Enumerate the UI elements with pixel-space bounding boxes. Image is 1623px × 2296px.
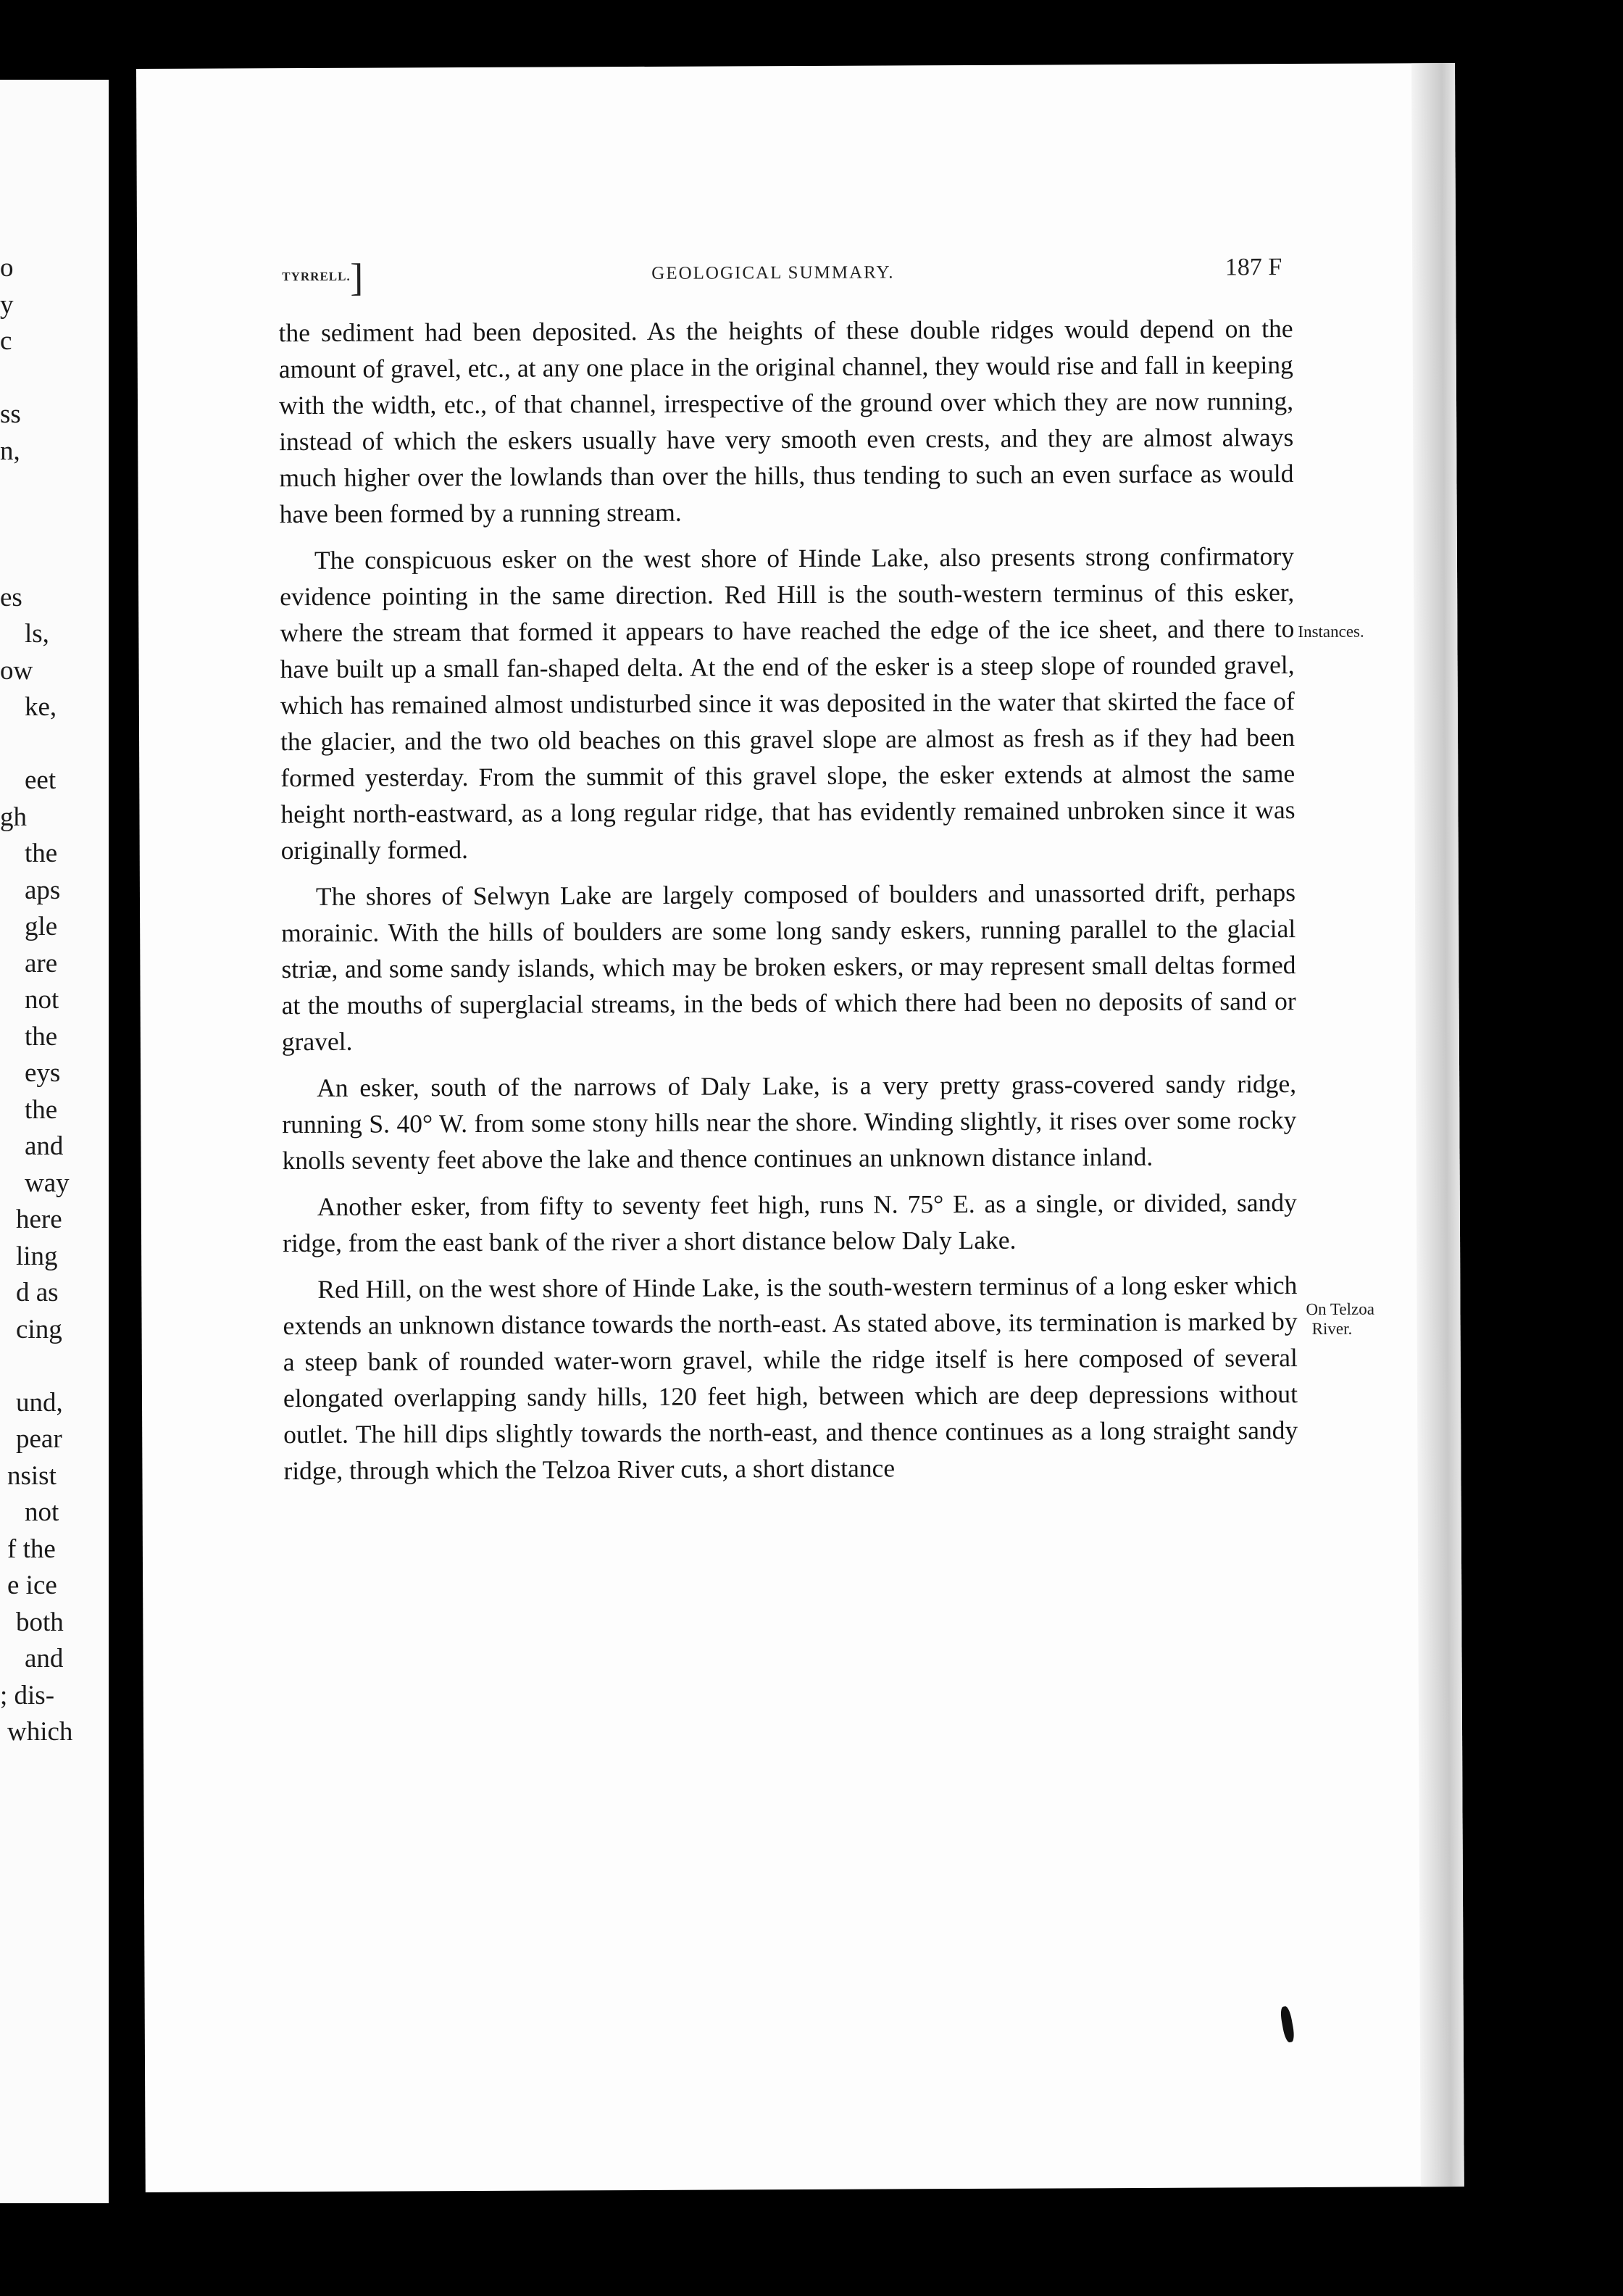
left-page-fragment: ls, — [25, 619, 49, 649]
left-page-fragment: not — [25, 985, 59, 1015]
left-page-fragment: und, — [16, 1387, 63, 1418]
left-page-fragment: f the — [7, 1534, 56, 1564]
left-page-fragment: ss — [0, 399, 21, 429]
left-facing-page — [0, 80, 109, 2203]
paragraph-3: The shores of Selwyn Lake are largely composed of boulders and unassorted drift, perhaps morainic. With the hills of boulders are some long sandy eskers, running parallel to the glacial striæ, and some sandy islands, which may be broken eskers, or may represent small deltas formed at the mouths of superglacial streams, in the beds of which there had been no deposits of sand or gravel. — [281, 878, 1296, 1057]
left-page-fragment: pear — [16, 1424, 62, 1454]
left-page-fragment: eys — [25, 1058, 61, 1088]
left-page-fragment: and — [25, 1644, 64, 1673]
left-page-fragment: gle — [25, 912, 58, 941]
paragraph-4: An esker, south of the narrows of Daly Lake, is a very pretty grass-covered sandy ridge, running S. 40° W. from some stony hills near the shore. Winding slightly, it rises over some rocky knolls seventy feet above the lake and thence continues an unknown distance inland. — [282, 1069, 1297, 1176]
left-page-fragment: gh — [0, 802, 27, 832]
page-edge-shadow — [1411, 63, 1464, 2187]
page-number: 187 F — [1224, 254, 1282, 281]
left-page-fragment: y — [0, 289, 14, 320]
header-bracket: ] — [350, 255, 364, 299]
left-page-fragment: ling — [16, 1241, 58, 1271]
left-page-fragment: cing — [16, 1314, 62, 1344]
left-page-fragment: ; dis- — [0, 1680, 55, 1710]
marginal-note-instances: Instances. — [1298, 622, 1364, 641]
left-page-fragment: the — [25, 839, 58, 868]
left-page-fragment: es — [0, 582, 22, 612]
left-page-fragment: ke, — [25, 692, 57, 722]
body-text — [278, 310, 1298, 1499]
running-title: GEOLOGICAL SUMMARY. — [651, 262, 895, 283]
left-page-fragment: aps — [25, 875, 61, 905]
left-page-fragment: nsist — [7, 1460, 57, 1491]
left-page-fragment: d as — [16, 1278, 59, 1307]
marginal-note-telzoa-line1: On Telzoa — [1306, 1299, 1374, 1318]
left-page-fragment: way — [25, 1168, 70, 1198]
left-page-fragment: are — [25, 948, 58, 978]
left-page-fragment: both — [16, 1607, 64, 1637]
left-page-fragment: which — [7, 1717, 73, 1747]
ink-smudge — [1279, 2005, 1296, 2043]
author-running-head: TYRRELL. — [282, 269, 351, 284]
book-page — [136, 63, 1464, 2192]
left-page-fragment: the — [25, 1021, 58, 1052]
left-page-fragment: e ice — [7, 1571, 57, 1600]
left-page-fragment: and — [25, 1131, 64, 1161]
paragraph-5: Another esker, from fifty to seventy feet high, runs N. 75° E. as a single, or divided, sandy ridge, from the east bank of the river a short distance below Daly Lake. — [282, 1188, 1297, 1258]
marginal-note-telzoa-line2: River. — [1311, 1319, 1353, 1338]
left-page-fragment: not — [25, 1497, 59, 1527]
left-page-fragment: ow — [0, 655, 33, 686]
paragraph-2: The conspicuous esker on the west shore of Hinde Lake, also presents strong confirmatory evidence pointing in the same direction. Red Hill is the south-western terminus of this esker, where the stream that formed it appears to have reached the edge of the ice sheet, and there to have built up a small fan-shaped delta. At the end of the esker is a steep slope of rounded gravel, which has remained almost undisturbed since it was deposited in the water that skirted the face of the glacier, and the two old beaches on this gravel slope are almost as fresh as if they had been formed yesterday. From the summit of this gravel slope, the esker extends at almost the same height north-eastward, as a long regular ridge, that has evidently remained unbroken since it was originally formed. — [280, 541, 1296, 865]
left-page-fragment: eet — [25, 765, 57, 795]
left-page-fragment: n, — [0, 436, 20, 466]
paragraph-1: the sediment had been deposited. As the heights of these double ridges would depend on the amount of gravel, etc., at any one place in the original channel, they would rise and fall in keeping with the width, etc., of that channel, irrespective of the ground over which they are now running, instead of which the eskers usually have very smooth even crests, and they are almost always much higher over the lowlands than over the hills, thus tending to such an even surface as would have been formed by a running stream. — [278, 314, 1294, 529]
left-page-fragment: c — [0, 326, 12, 356]
page-header — [282, 254, 1282, 301]
left-page-fragment: here — [16, 1205, 62, 1234]
paragraph-6: Red Hill, on the west shore of Hinde Lake, is the south-western terminus of a long esker which extends an unknown distance towards the north-east. As stated above, its termination is marked by a steep bank of rounded water-worn gravel, while the ridge itself is here composed of several elongated overlapping sandy hills, 120 feet high, between which are deep depressions without outlet. The hill dips slightly towards the north-east, and thence continues as a long straight sandy ridge, through which the Telzoa River cuts, a short distance — [283, 1270, 1298, 1486]
left-page-fragment: o — [0, 253, 14, 283]
left-page-fragment: the — [25, 1094, 58, 1125]
